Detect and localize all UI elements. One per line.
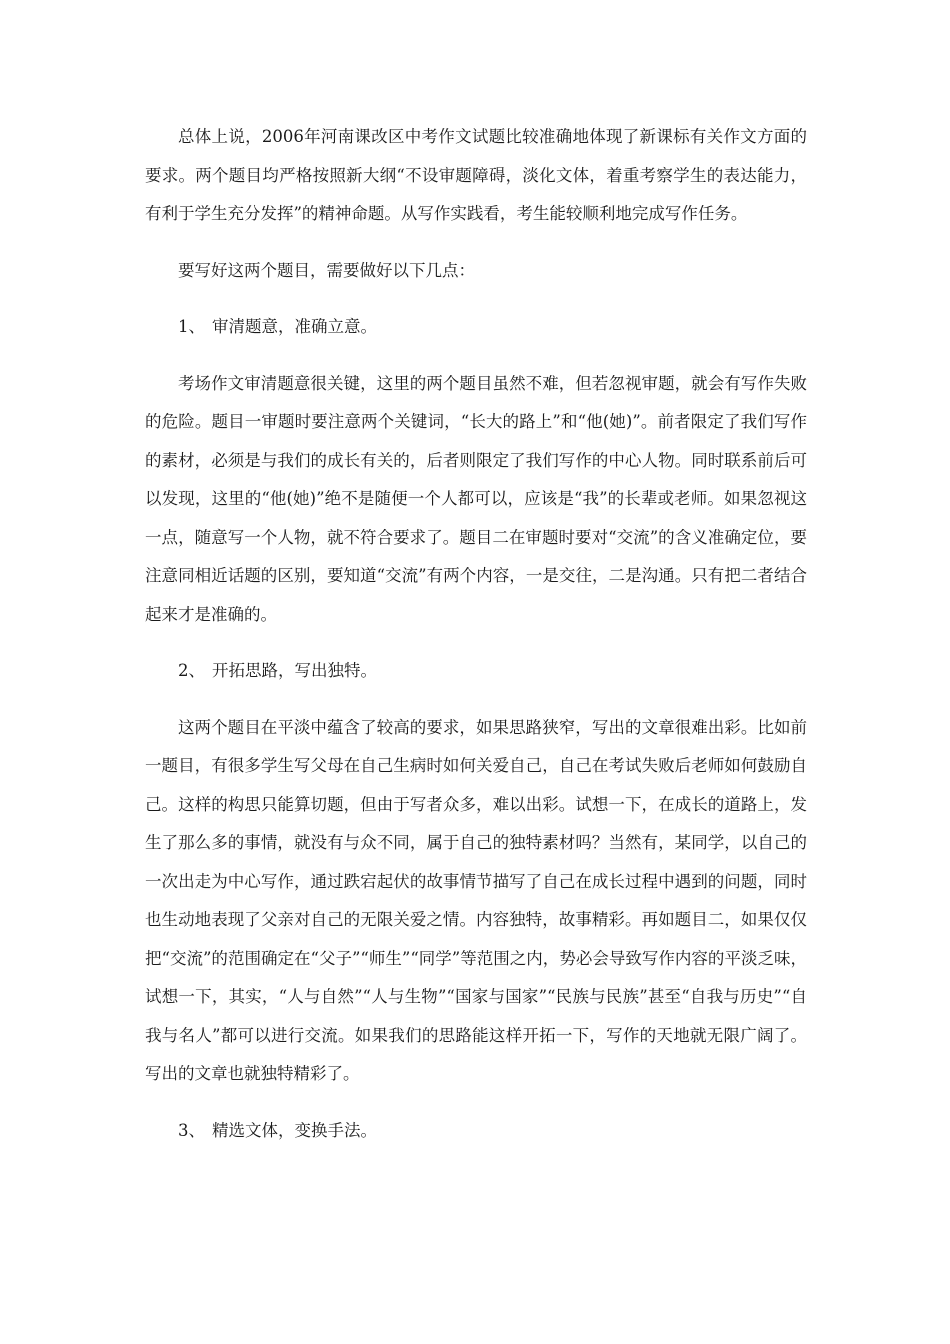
section-heading-1: [145, 308, 807, 347]
document-body: [145, 118, 807, 1168]
section-heading-3: [145, 1112, 807, 1151]
paragraph-section-2: 这两个题目在平淡中蕴含了较高的要求，如果思路狭窄，写出的文章很难出彩。比如前一题目，有很多学生写父母在自己生病时如何关爱自己，自己在考试失败后老师如何鼓励自己。这样的构思只能算切题，但由于写者众多，难以出彩。试想一下，在成长的道路上，发生了那么多的事情，就没有与众不同，属于自己的独特素材吗？当然有，某同学，以自己的一次出走为中心写作，通过跌宕起伏的故事情节描写了自己在成长过程中遇到的问题，同时也生动地表现了父亲对自己的无限关爱之情。内容独特，故事精彩。再如题目二，如果仅仅把“交流”的范围确定在“父子”“师生”“同学”等范围之内，势必会导致写作内容的平淡乏味，试想一下，其实，“人与自然”“人与生物”“国家与国家”“民族与民族”甚至“自我与历史”“自我与名人”都可以进行交流。如果我们的思路能这样开拓一下，写作的天地就无限广阔了。写出的文章也就独特精彩了。: [145, 717, 807, 1083]
section-title: 审清题意，准确立意。: [212, 317, 377, 336]
section-title: 精选文体，变换手法。: [212, 1120, 377, 1140]
section-title: 开拓思路，写出独特。: [212, 661, 377, 680]
section-number: 3、: [178, 1120, 205, 1140]
section-number: 2、: [178, 661, 205, 680]
section-number: 1、: [178, 317, 205, 336]
section-heading-2: [145, 652, 807, 691]
paragraph-intro: 总体上说，2006年河南课改区中考作文试题比较准确地体现了新课标有关作文方面的要求。两个题目均严格按照新大纲“不设审题障碍，淡化文体，着重考察学生的表达能力，有利于学生充分发挥”的精神命题。从写作实践看，考生能较顺利地完成写作任务。: [145, 127, 807, 223]
paragraph-lead: 要写好这两个题目，需要做好以下几点：: [178, 260, 475, 280]
paragraph-section-1: 考场作文审清题意很关键，这里的两个题目虽然不难，但若忽视审题，就会有写作失败的危险。题目一审题时要注意两个关键词，“长大的路上”和“他(她)”。前者限定了我们写作的素材，必须是与我们的成长有关的，后者则限定了我们写作的中心人物。同时联系前后可以发现，这里的“他(她)”绝不是随便一个人都可以，应该是“我”的长辈或老师。如果忽视这一点，随意写一个人物，就不符合要求了。题目二在审题时要对“交流”的含义准确定位，要注意同相近话题的区别，要知道“交流”有两个内容，一是交往，二是沟通。只有把二者结合起来才是准确的。: [145, 373, 807, 624]
